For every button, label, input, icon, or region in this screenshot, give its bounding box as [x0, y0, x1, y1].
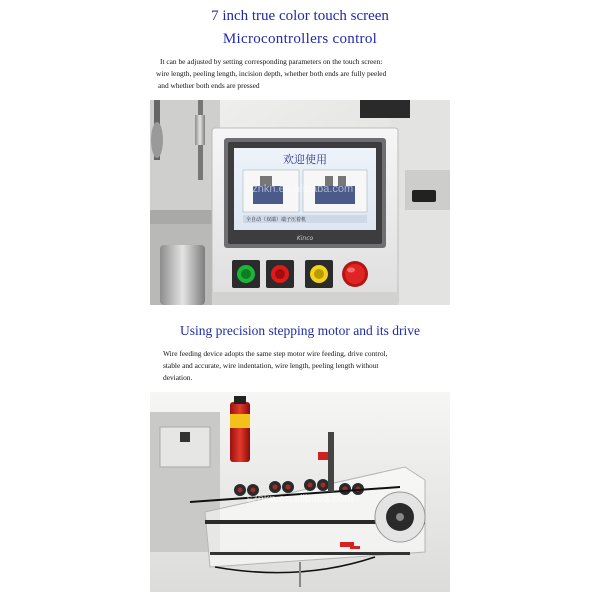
welcome-text: 欢迎使用	[283, 153, 327, 166]
control-panel-illustration	[150, 100, 450, 305]
desc-line: deviation.	[163, 373, 193, 382]
desc-line: stable and accurate, wire indentation, wire length, peeling length without	[163, 361, 379, 370]
screen-status-text: 全自动（双端）端子压着机	[246, 217, 307, 223]
watermark-1: szhkn.en.alibaba.com	[246, 183, 354, 195]
screen-brand-logo: Kinco	[296, 235, 314, 242]
emergency-stop-button[interactable]	[342, 261, 368, 287]
desc-line: wire length, peeling length, incision depth, whether both ends are fully peeled	[156, 69, 387, 78]
yellow-reset-button[interactable]	[305, 260, 333, 288]
wire-feeding-illustration	[150, 392, 450, 592]
watermark-2: szhkn.en.alibaba.com	[246, 493, 354, 505]
desc-line: Wire feeding device adopts the same step motor wire feeding, drive control,	[163, 349, 388, 358]
heading-microcontrollers: Microcontrollers control	[222, 31, 378, 47]
red-stop-button[interactable]	[266, 260, 294, 288]
wire-feeding-photo	[150, 392, 450, 592]
touch-screen-description	[156, 56, 456, 92]
heading-touch-screen: 7 inch true color touch screen	[211, 8, 389, 24]
heading-stepping-motor: Using precision stepping motor and its drive	[180, 323, 420, 338]
green-start-button[interactable]	[232, 260, 260, 288]
control-panel-photo	[150, 100, 450, 305]
stepping-motor-description	[163, 348, 453, 384]
desc-line: and whether both ends are pressed	[158, 81, 260, 90]
desc-line: It can be adjusted by setting corresponding parameters on the touch screen:	[160, 57, 383, 66]
